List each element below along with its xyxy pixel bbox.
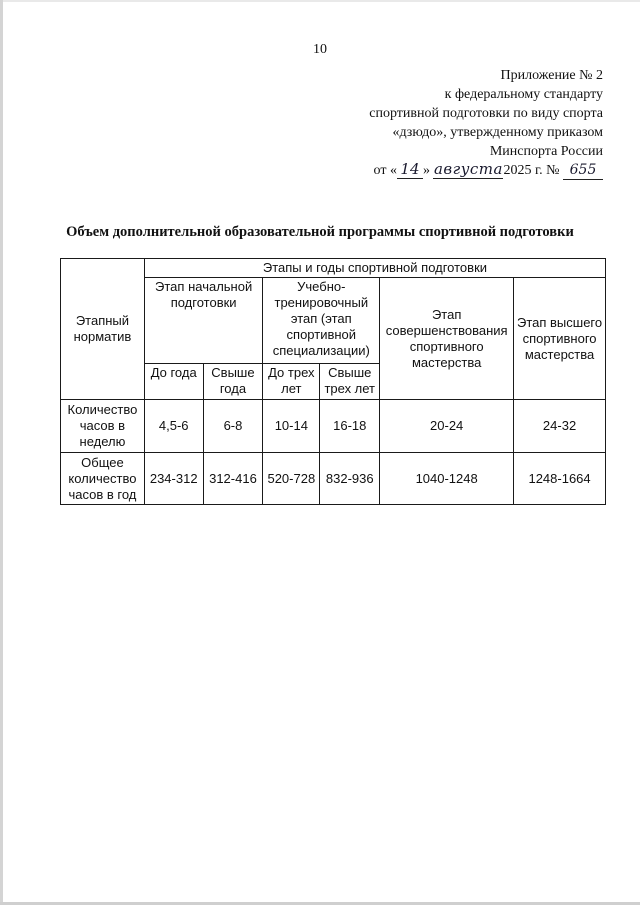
- annex-line-1: Приложение № 2: [500, 68, 603, 83]
- table-cell: 1248-1664: [514, 453, 606, 505]
- stage-higher-header: Этап высшего спортивного мастерства: [514, 278, 606, 400]
- table-cell: 10-14: [263, 400, 320, 453]
- date-year: 2025 г. №: [503, 163, 560, 178]
- scan-edge-left: [0, 0, 3, 905]
- subheader-training-1: До трех лет: [263, 364, 320, 400]
- scan-edge-top: [0, 0, 640, 2]
- table-cell: 234-312: [144, 453, 203, 505]
- handwritten-day: 14: [397, 161, 423, 179]
- norms-table: [60, 258, 606, 505]
- annex-header: [273, 66, 603, 180]
- group-header-cell: Этапы и годы спортивной подготовки: [144, 259, 605, 278]
- subheader-initial-2: Свыше года: [203, 364, 263, 400]
- table-cell: 6-8: [203, 400, 263, 453]
- date-prefix: от «: [373, 163, 397, 178]
- annex-line-2: к федеральному стандарту: [444, 87, 603, 102]
- handwritten-order-number: 655: [563, 162, 603, 180]
- stage-improvement-header: Этап совершенствования спортивного мастерства: [380, 278, 514, 400]
- table-cell: 312-416: [203, 453, 263, 505]
- document-title: Объем дополнительной образовательной программы спортивной подготовки: [66, 224, 574, 240]
- subheader-training-2: Свыше трех лет: [320, 364, 380, 400]
- order-date-line: [273, 161, 603, 180]
- row-label: Общее количество часов в год: [61, 453, 145, 505]
- table-cell: 16-18: [320, 400, 380, 453]
- annex-line-4: «дзюдо», утвержденному приказом: [392, 125, 603, 140]
- stage-initial-header: Этап начальной подготовки: [144, 278, 263, 364]
- date-mid: »: [422, 163, 430, 178]
- page-number: 10: [313, 42, 327, 57]
- table-cell: 1040-1248: [380, 453, 514, 505]
- table-cell: 24-32: [514, 400, 606, 453]
- table-cell: 20-24: [380, 400, 514, 453]
- subheader-initial-1: До года: [144, 364, 203, 400]
- table-cell: 520-728: [263, 453, 320, 505]
- row-header-cell: Этапный норматив: [61, 259, 145, 400]
- table-row: [61, 400, 606, 453]
- annex-line-5: Минспорта России: [489, 144, 603, 159]
- table-cell: 4,5-6: [144, 400, 203, 453]
- table-row: [61, 453, 606, 505]
- row-label: Количество часов в неделю: [61, 400, 145, 453]
- table-cell: 832-936: [320, 453, 380, 505]
- handwritten-month: августа: [433, 160, 503, 178]
- annex-line-3: спортивной подготовки по виду спорта: [369, 106, 603, 121]
- stage-training-header: Учебно-тренировочный этап (этап спортивной специализации): [263, 278, 380, 364]
